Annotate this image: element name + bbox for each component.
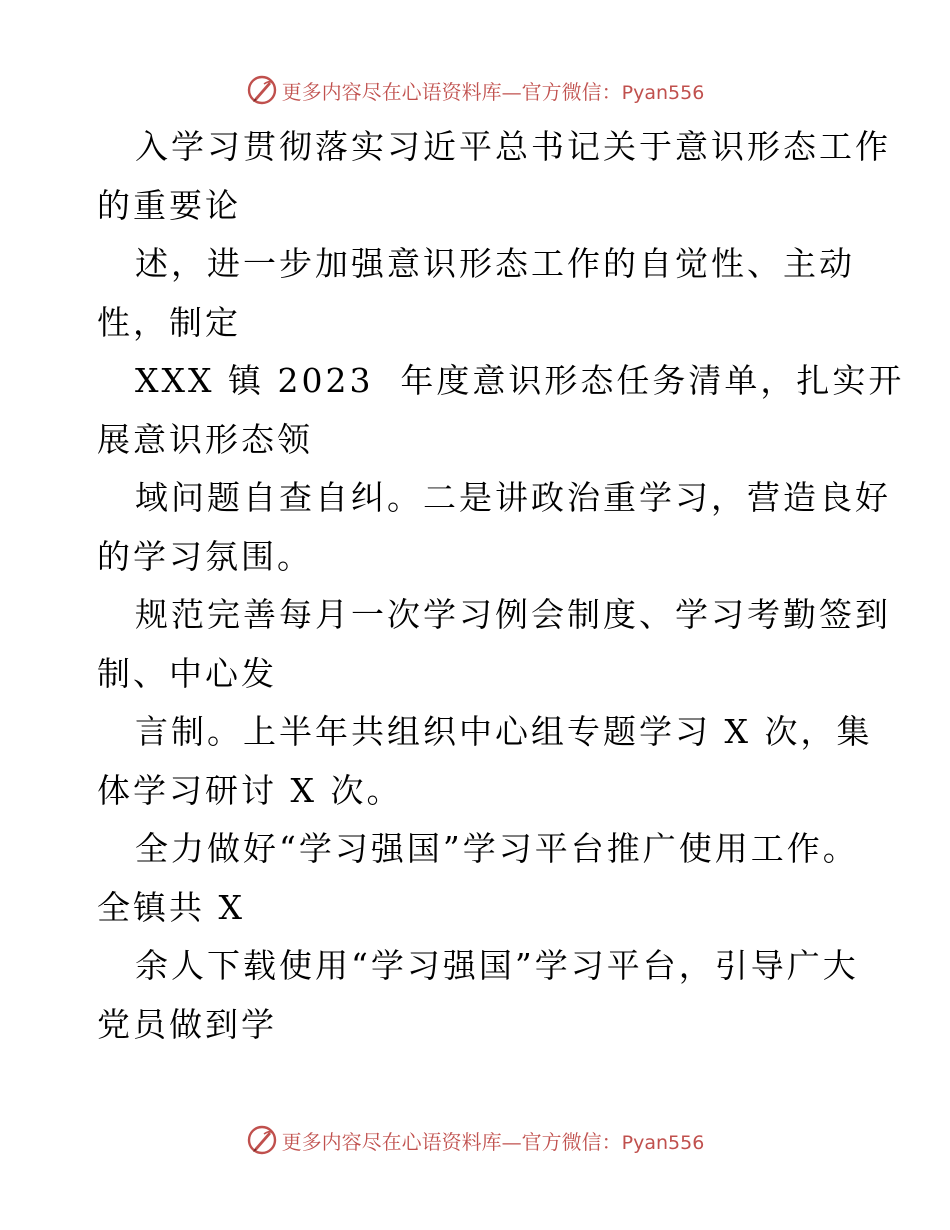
- text-line: 性，制定: [97, 302, 241, 342]
- watermark-banner: [246, 74, 705, 106]
- watermark-text: [282, 76, 705, 105]
- quill-pen-seal-icon: [246, 74, 278, 106]
- text-line: 党员做到学: [97, 1004, 277, 1044]
- watermark-text: [282, 1126, 705, 1155]
- text-line: 言制。上半年共组织中心组专题学习 X 次，集: [135, 712, 873, 751]
- watermark-banner: [246, 1124, 705, 1156]
- text-line: 的学习氛围。: [97, 536, 313, 576]
- footer-watermark: [0, 1120, 950, 1160]
- text-line: 入学习贯彻落实习近平总书记关于意识形态工作: [135, 127, 891, 166]
- quill-pen-seal-icon: [246, 1124, 278, 1156]
- text-line: 全镇共 X: [97, 887, 245, 927]
- watermark-wechat-id: Pyan556: [621, 81, 705, 104]
- text-line: 展意识形态领: [97, 419, 313, 459]
- text-line: 制、中心发: [97, 653, 277, 693]
- text-line: 全力做好“学习强国”学习平台推广使用工作。: [135, 829, 859, 868]
- watermark-main-text: 更多内容尽在心语资料库—官方微信：: [281, 79, 622, 104]
- text-line: 述，进一步加强意识形态工作的自觉性、主动: [135, 244, 855, 283]
- text-line: 规范完善每月一次学习例会制度、学习考勤签到: [135, 595, 891, 634]
- header-watermark: [0, 70, 950, 110]
- text-line: 体学习研讨 X 次。: [97, 770, 403, 810]
- watermark-main-text: 更多内容尽在心语资料库—官方微信：: [281, 1129, 622, 1154]
- text-line: 域问题自查自纠。二是讲政治重学习，营造良好: [135, 478, 891, 517]
- watermark-wechat-id: Pyan556: [621, 1131, 705, 1154]
- document-body: [97, 118, 905, 1054]
- text-line: XXX 镇 2023 年度意识形态任务清单，扎实开: [135, 361, 905, 400]
- text-line: 的重要论: [97, 185, 241, 225]
- text-line: 余人下载使用“学习强国”学习平台，引导广大: [135, 946, 859, 985]
